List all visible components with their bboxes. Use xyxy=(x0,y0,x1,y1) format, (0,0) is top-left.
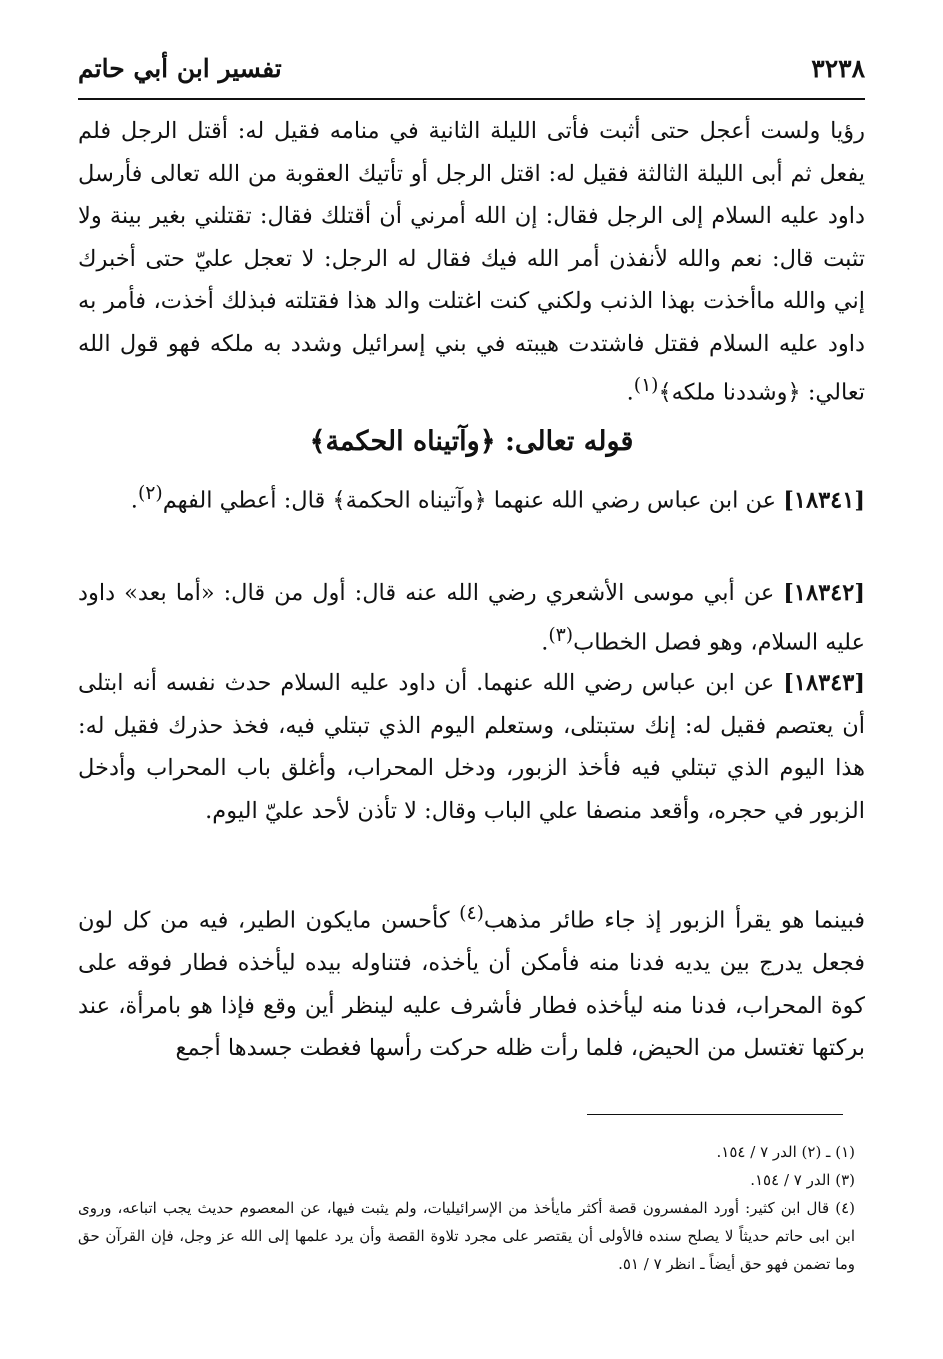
intro-text: رؤيا ولست أعجل حتى أثبت فأتى الليلة الثانية في منامه فقيل له: أقتل الرجل فلم يفعل ثم أبى الليلة الثالثة فقيل له: اقتل الرجل أو تأتيك العقوبة من الله تعالى فأرسل داود عليه السلام إلى الرجل فقال: إن الله أمرني أن أقتلك فقال: تقتلني بغير بينة ولا تثبت قال: نعم والله لأنفذن أمر الله فيك فقال له الرجل: لا تعجل عليّ حتى أخبرك إني والله ماأخذت بهذا الذنب ولكني كنت اغتلت والد هذا فقتلته فبذلك أخذت، فأمر به داود عليه السلام فقتل فاشتدت هيبته في بني إسرائيل وشدد به ملكه فهو قول الله تعالي: ﴿وشددنا ملكه﴾ xyxy=(78,118,865,406)
entry-18341 xyxy=(78,473,865,522)
header-rule xyxy=(78,98,865,100)
footnote-mark-4: (٤) xyxy=(459,903,484,924)
entry-text: عن ابن عباس رضي الله عنهما. أن داود عليه السلام حدث نفسه أنه ابتلى أن يعتصم فقيل له: إنك ستبتلى، وستعلم اليوم الذي تبتلي فيه، فخذ حذرك فقيل له: هذا اليوم الذي تبتلي فيه فأخذ الزبور، ودخل المحراب، وأغلق باب المحراب وأدخل الزبور في حجره، وأقعد منصفا علي الباب وقال: لا تأذن لأحد عليّ اليوم. xyxy=(78,670,865,824)
footnote-mark-3: (٣) xyxy=(548,624,574,646)
footnote-2: (٣) الدر ٧ / ١٥٤. xyxy=(750,1171,855,1189)
entry-number: [١٨٣٤٣] xyxy=(783,670,865,696)
footnote-3: (٤) قال ابن كثير: أورد المفسرون قصة أكثر مايأخذ من الإسرائيليات، ولم يثبت فيها، عن المعصوم حديث يجب اتباعه، وروى ابن ابى حاتم حديثاً لا يصلح سنده فالأولى أن يقتصر على مجرد تلاوة القصة وأن يرد علمها إلى الله عز وجل، فإن القرآن حق وما تضمن فهو حق أيضاً ـ انظر ٧ / ٥١. xyxy=(78,1199,855,1273)
footnote-1: (١) ـ (٢) الدر ٧ / ١٥٤. xyxy=(716,1143,855,1161)
entry-text: عن أبي موسى الأشعري رضي الله عنه قال: أول من قال: «أما بعد» داود عليه السلام، وهو فصل الخطاب xyxy=(78,580,865,655)
story-text-after: كأحسن مايكون الطير، فيه من كل لون فجعل يدرج بين يديه فدنا منه فأمكن أن يأخذه، فتناوله بيده ليأخذه فطار فوقه على كوة المحراب، فدنا منه ليأخذه فطار فأشرف عليه لينظر أين وقع فإذا هو بامرأة، عند بركتها تغتسل من الحيض، فلما رأت ظله حركت رأسها فغطت جسدها أجمع xyxy=(78,907,865,1061)
section-heading: قوله تعالى: ﴿وآتيناه الحكمة﴾ xyxy=(309,426,634,457)
story-text-before: فبينما هو يقرأ الزبور إذ جاء طائر مذهب xyxy=(483,907,865,934)
entry-paragraph xyxy=(78,473,865,522)
entry-number: [١٨٣٤١] xyxy=(783,487,865,514)
entry-paragraph xyxy=(78,662,865,832)
page-number: ٣٢٣٨ xyxy=(811,53,865,83)
entry-number: [١٨٣٤٢] xyxy=(783,580,865,606)
entry-18342 xyxy=(78,572,865,664)
book-title: تفسير ابن أبي حاتم xyxy=(78,53,282,83)
entry-end: . xyxy=(130,487,138,514)
intro-paragraph xyxy=(78,110,865,414)
entry-18343 xyxy=(78,662,865,832)
entry-end: . xyxy=(541,629,549,655)
story-block xyxy=(78,893,865,1070)
intro-block xyxy=(78,110,865,414)
footnote-rule xyxy=(587,1114,843,1115)
entry-text: عن ابن عباس رضي الله عنهما ﴿وآتيناه الحكمة﴾ قال: أعطي الفهم xyxy=(162,487,784,514)
footnote-mark-2: (٢) xyxy=(137,483,163,504)
intro-end: . xyxy=(626,379,634,406)
story-paragraph xyxy=(78,893,865,1070)
footnote-mark-1: (١) xyxy=(633,375,659,396)
page-header xyxy=(78,40,865,96)
entry-paragraph xyxy=(78,572,865,664)
